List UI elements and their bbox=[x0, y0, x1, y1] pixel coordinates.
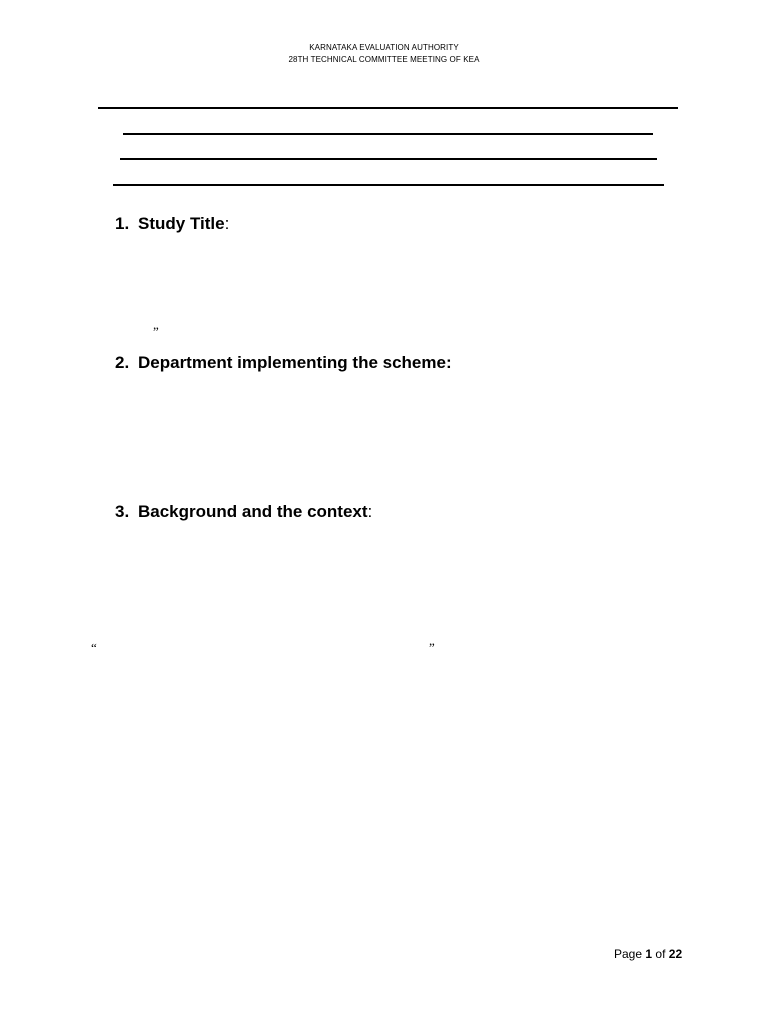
section-colon: : bbox=[367, 502, 373, 521]
section-number: 1. bbox=[115, 214, 130, 233]
total-pages-number: 22 bbox=[668, 947, 683, 961]
closing-quote-mark: ” bbox=[429, 640, 435, 655]
section-number: 2. bbox=[115, 353, 130, 372]
title-rule-2 bbox=[123, 133, 653, 135]
section-title: Department implementing the scheme bbox=[138, 353, 446, 372]
section-heading-study-title bbox=[115, 214, 229, 234]
section-heading-background bbox=[115, 502, 372, 522]
section-number: 3. bbox=[115, 502, 130, 521]
section-heading-department bbox=[115, 353, 452, 373]
title-rule-4 bbox=[113, 184, 664, 186]
page-number-footer bbox=[614, 947, 682, 961]
section-title: Background and the context bbox=[138, 502, 368, 521]
of-word: of bbox=[655, 947, 666, 961]
title-rule-3 bbox=[120, 158, 657, 160]
section-colon: : bbox=[224, 214, 230, 233]
section-title: Study Title bbox=[138, 214, 225, 233]
header-meeting-title: 28TH TECHNICAL COMMITTEE MEETING OF KEA bbox=[288, 55, 480, 64]
current-page-number: 1 bbox=[645, 947, 653, 961]
page-word: Page bbox=[614, 947, 643, 961]
title-rule-1 bbox=[98, 107, 678, 109]
header-authority-name: KARNATAKA EVALUATION AUTHORITY bbox=[309, 43, 459, 52]
opening-quote-mark: “ bbox=[91, 640, 97, 655]
closing-quote-mark: ” bbox=[153, 324, 159, 339]
section-colon: : bbox=[445, 353, 452, 372]
